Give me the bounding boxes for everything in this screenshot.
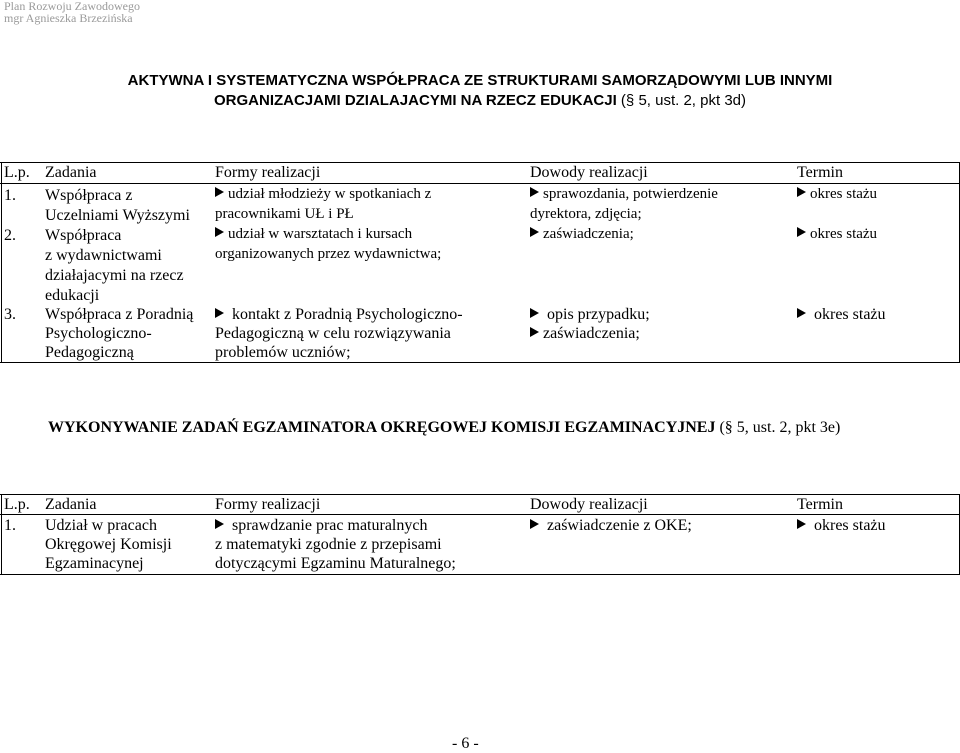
- table1-row3-task-line2: Psychologiczno-: [45, 325, 152, 342]
- table1-row3-term: okres stażu: [797, 305, 886, 324]
- table1-col-proofs: Dowody realizacji: [530, 164, 648, 181]
- table1-row2-task-line4: edukacji: [45, 287, 100, 304]
- table1-row1-form-line2: pracownikami UŁ i PŁ: [215, 206, 354, 222]
- table2-bottom-border: [0, 574, 960, 575]
- table2-row1-form-line2: z matematyki zgodnie z przepisami: [215, 536, 442, 553]
- table1-row3-task-line3: Pedagogiczną: [45, 344, 134, 361]
- bullet-arrow-icon: [215, 308, 224, 318]
- table1-row2-task-line2: z wydawnictwami: [45, 247, 162, 264]
- bullet-arrow-icon: [797, 187, 806, 197]
- table1-row1-form-line1: udział młodzieży w spotkaniach z: [215, 186, 431, 203]
- table1-row1-lp: 1.: [4, 187, 16, 204]
- table1-row3-proof-line2: zaświadczenia;: [530, 324, 640, 343]
- table1-row1-task-line2: Uczelniami Wyższymi: [45, 207, 190, 224]
- table1-col-tasks: Zadania: [45, 164, 97, 181]
- bullet-arrow-icon: [797, 308, 806, 318]
- section1-title-line2: ORGANIZACJAMI DZIALAJACYMI NA RZECZ EDUKACJI (§ 5, ust. 2, pkt 3d): [213, 92, 746, 109]
- table1-row2-form-line1: udział w warsztatach i kursach: [215, 226, 412, 243]
- table1-col-term: Termin: [797, 164, 843, 181]
- table2-col-lp: L.p.: [4, 496, 30, 513]
- section1-title-line1: AKTYWNA I SYSTEMATYCZNA WSPÓŁPRACA ZE STRUKTURAMI SAMORZĄDOWYMI LUB INNYMI: [127, 72, 833, 89]
- table1-col-forms: Formy realizacji: [215, 164, 321, 181]
- table1-row1-proof-line2: dyrektora, zdjęcia;: [530, 206, 642, 222]
- bullet-arrow-icon: [530, 187, 539, 197]
- table2-col-forms: Formy realizacji: [215, 496, 321, 513]
- table2-left-border: [1, 494, 2, 575]
- table1-header-border: [0, 183, 960, 184]
- table2-col-proofs: Dowody realizacji: [530, 496, 648, 513]
- table1-row2-task-line3: działajacymi na rzecz: [45, 267, 184, 284]
- bullet-arrow-icon: [215, 519, 224, 529]
- table1-row1-task-line1: Współpraca z: [45, 187, 133, 204]
- table2-row1-lp: 1.: [4, 517, 16, 534]
- table2-row1-form-line3: dotyczącymi Egzaminu Maturalnego;: [215, 555, 456, 572]
- table1-row2-task-line1: Współpraca: [45, 227, 122, 244]
- table1-row3-form-line2: Pedagogiczną w celu rozwiązywania: [215, 325, 451, 342]
- bullet-arrow-icon: [797, 519, 806, 529]
- table1-row3-proof-line1: opis przypadku;: [530, 305, 650, 324]
- table1-row3-form-line3: problemów uczniów;: [215, 344, 351, 361]
- bullet-arrow-icon: [530, 519, 539, 529]
- table1-row1-proof-line1: sprawozdania, potwierdzenie: [530, 186, 718, 203]
- table2-col-tasks: Zadania: [45, 496, 97, 513]
- table1-row3-lp: 3.: [4, 306, 16, 323]
- table2-row1-form-line1: sprawdzanie prac maturalnych: [215, 516, 427, 535]
- document-header-author: mgr Agnieszka Brzezińska: [4, 11, 133, 25]
- document-header-title: Plan Rozwoju Zawodowego: [4, 0, 140, 13]
- table2-row1-task-line1: Udział w pracach: [45, 517, 157, 534]
- table2-header-border: [0, 514, 960, 515]
- table1-row2-form-line2: organizowanych przez wydawnictwa;: [215, 246, 442, 262]
- table1-col-lp: L.p.: [4, 164, 30, 181]
- table1-left-border: [1, 162, 2, 363]
- bullet-arrow-icon: [797, 227, 806, 237]
- bullet-arrow-icon: [215, 187, 224, 197]
- table2-row1-proof-line1: zaświadczenie z OKE;: [530, 516, 692, 535]
- bullet-arrow-icon: [530, 308, 539, 318]
- bullet-arrow-icon: [530, 227, 539, 237]
- table1-row1-term: okres stażu: [797, 186, 877, 203]
- bullet-arrow-icon: [530, 327, 539, 337]
- table2-row1-task-line2: Okręgowej Komisji: [45, 536, 172, 553]
- table1-row2-lp: 2.: [4, 227, 16, 244]
- table1-row3-form-line1: kontakt z Poradnią Psychologiczno-: [215, 305, 463, 324]
- page-number: - 6 -: [452, 735, 479, 752]
- table2-col-term: Termin: [797, 496, 843, 513]
- section2-title: WYKONYWANIE ZADAŃ EGZAMINATORA OKRĘGOWEJ KOMISJI EGZAMINACYJNEJ (§ 5, ust. 2, pkt 3e): [48, 419, 841, 436]
- table1-row3-task-line1: Współpraca z Poradnią: [45, 306, 194, 323]
- bullet-arrow-icon: [215, 227, 224, 237]
- table1-row2-proof-line1: zaświadczenia;: [530, 226, 634, 243]
- table2-row1-term: okres stażu: [797, 516, 886, 535]
- table1-bottom-border: [0, 362, 960, 363]
- table1-row2-term: okres stażu: [797, 226, 877, 243]
- table2-row1-task-line3: Egzaminacynej: [45, 555, 144, 572]
